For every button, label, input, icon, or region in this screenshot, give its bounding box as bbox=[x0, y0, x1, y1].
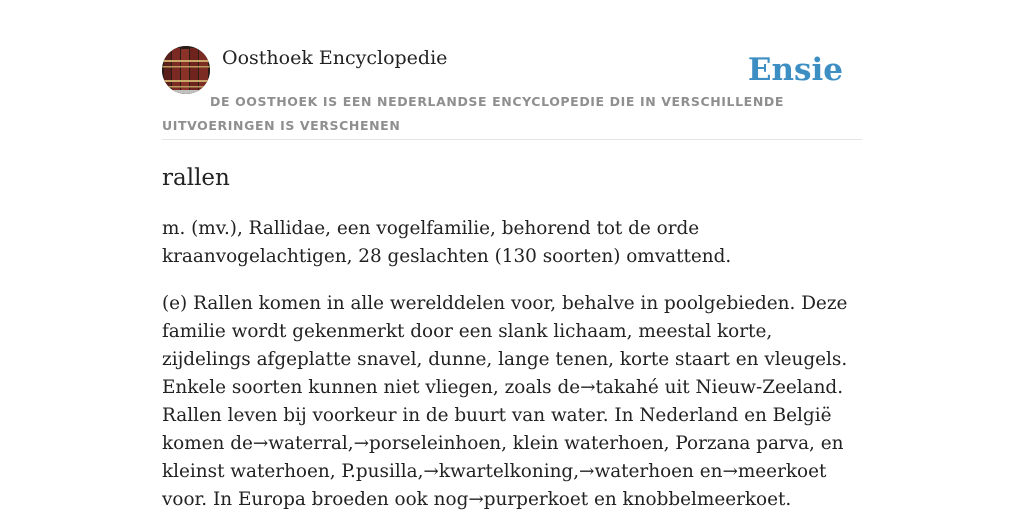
entry-text: (e) Rallen komen in alle werelddelen voor, behalve in poolgebieden. Deze familie wordt gekenmerkt door een slank lichaam, meestal korte, zijdelings afgeplatte snavel, dunne, lange tenen, korte staart en vleugels. Enkele soorten kunnen niet vliegen, zoals de bbox=[162, 293, 848, 398]
entry-paragraph-1: m. (mv.), Rallidae, een vogelfamilie, behorend tot de orde kraanvogelachtigen, 28 geslachten (130 soorten) omvattend. bbox=[162, 218, 732, 267]
entry-text: , bbox=[573, 461, 580, 482]
entry-text: en bbox=[693, 461, 723, 482]
site-name-link[interactable]: Oosthoek Encyclopedie bbox=[222, 47, 448, 69]
entry-text: en knobbelmeerkoet. bbox=[588, 489, 792, 510]
link-waterhoen[interactable]: →waterhoen bbox=[579, 461, 694, 482]
entry-text: uit Nieuw-Zeeland. Rallen leven bij voorkeur in de buurt van water. In Nederland en België komen de bbox=[162, 377, 844, 454]
ensie-logo-link[interactable]: Ensie bbox=[747, 52, 843, 88]
entry-text: voor. In Europa broeden ook nog bbox=[162, 489, 469, 510]
entry-text: , klein waterhoen, Porzana parva, en kleinst waterhoen, P.pusilla, bbox=[162, 433, 844, 482]
entry-paragraph-2 bbox=[162, 290, 864, 512]
link-waterral[interactable]: →waterral bbox=[252, 433, 348, 454]
site-tagline: DE OOSTHOEK IS EEN NEDERLANDSE ENCYCLOPEDIE DIE IN VERSCHILLENDE UITVOERINGEN IS VERSCHENEN bbox=[162, 94, 784, 133]
link-purperkoet[interactable]: →purperkoet bbox=[468, 489, 589, 510]
link-kwartelkoning[interactable]: →kwartelkoning bbox=[423, 461, 574, 482]
link-porseleinhoen[interactable]: →porseleinhoen bbox=[353, 433, 502, 454]
entry-title: rallen bbox=[162, 165, 230, 191]
link-meerkoet[interactable]: →meerkoet bbox=[722, 461, 827, 482]
entry-text: , bbox=[347, 433, 354, 454]
entry-content bbox=[162, 215, 864, 512]
link-takahe[interactable]: →takahé bbox=[580, 377, 659, 398]
book-spines-avatar-icon[interactable] bbox=[162, 46, 210, 94]
header-divider bbox=[162, 139, 862, 140]
